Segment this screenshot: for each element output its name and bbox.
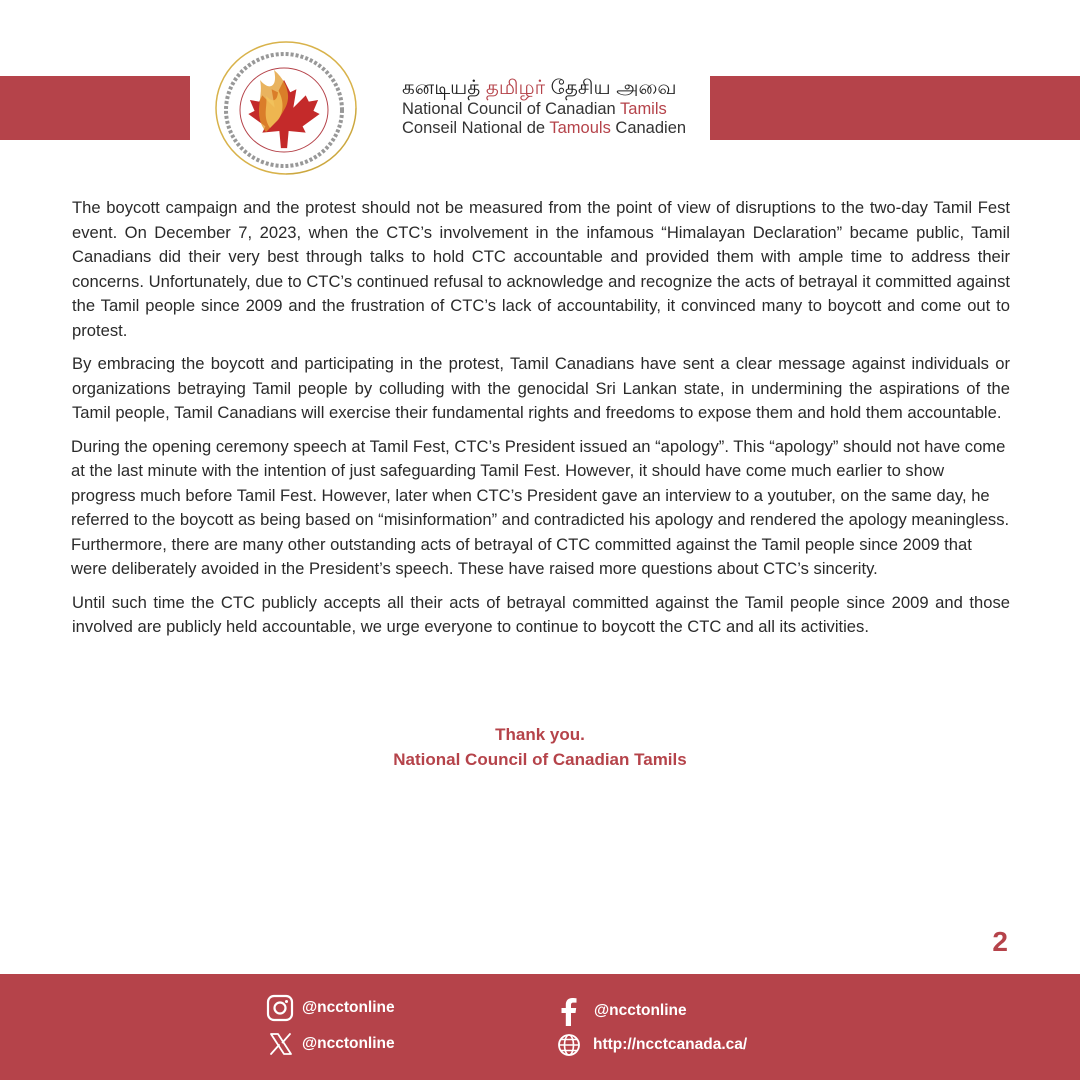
header-band-right (710, 76, 1080, 140)
x-handle: @ncctonline (302, 1035, 395, 1052)
facebook-handle: @ncctonline (594, 1002, 687, 1019)
paragraph-4: Until such time the CTC publicly accepts all their acts of betrayal committed against the Tamil people since 2009 and those involved are publicly held accountable, we urge everyone to continue to boycott the CTC and all its activities. (72, 592, 1010, 636)
instagram-handle: @ncctonline (302, 999, 395, 1016)
signoff-thanks: Thank you. (495, 725, 585, 744)
paragraph-2: By embracing the boycott and participating in the protest, Tamil Canadians have sent a clear message against individuals or organizations betraying Tamil people by colluding with the genocidal Sri Lankan state, in undermining the aspirations of the Tamil people, Tamil Canadians will exercise their fundamental rights and freedoms to expose them and hold them accountable. (72, 354, 1010, 422)
signoff-org: National Council of Canadian Tamils (393, 750, 687, 769)
statement-body (72, 196, 1010, 649)
website-link[interactable] (557, 1033, 747, 1057)
x-link[interactable] (268, 1031, 395, 1057)
x-logo-icon (268, 1031, 294, 1057)
org-name-block (402, 76, 712, 138)
instagram-link[interactable] (266, 994, 395, 1022)
paragraph-3: During the opening ceremony speech at Tamil Fest, CTC’s President issued an “apology”. This “apology” should not have come at the last minute with the intention of just safeguarding Tamil Fest. However, it should have come much earlier to show progress much before Tamil Fest. However, later when CTC’s President gave an interview to a youtuber, on the same day, he referred to the boycott as being based on “misinformation” and contradicted his apology and rendered the apology meaningless. Furthermore, there are many other outstanding acts of betrayal of CTC committed against the Tamil people since 2009 that were deliberately avoided in the President’s speech. These have raised more questions about CTC’s sincerity. (71, 436, 1010, 578)
facebook-link[interactable] (558, 996, 687, 1026)
header-band-left (0, 76, 190, 140)
paragraph-1: The boycott campaign and the protest should not be measured from the point of view of disruptions to the two-day Tamil Fest event. On December 7, 2023, when the CTC’s involvement in the infamous “Himalayan Declaration” became public, Tamil Canadians did their very best through talks to hold CTC accountable and provided them with ample time to address their concerns. Unfortunately, due to CTC’s continued refusal to acknowledge and recognize the acts of betrayal it committed against the Tamil people since 2009 and the frustration of CTC’s lack of accountability, it convinced many to boycott and come out to protest. (72, 198, 1010, 340)
page-number: 2 (992, 926, 1008, 957)
facebook-icon (558, 996, 580, 1026)
ncct-logo (204, 36, 374, 176)
footer-bar (0, 974, 1080, 1080)
instagram-icon (266, 994, 294, 1022)
org-name-english: National Council of Canadian Tamils (402, 100, 667, 118)
website-url: http://ncctcanada.ca/ (593, 1036, 748, 1053)
globe-icon (557, 1033, 581, 1057)
signoff (0, 722, 1080, 772)
org-name-tamil: கனடியத் தமிழர் தேசிய அவை (402, 77, 677, 99)
org-name-french: Conseil National de Tamouls Canadien (402, 119, 687, 137)
